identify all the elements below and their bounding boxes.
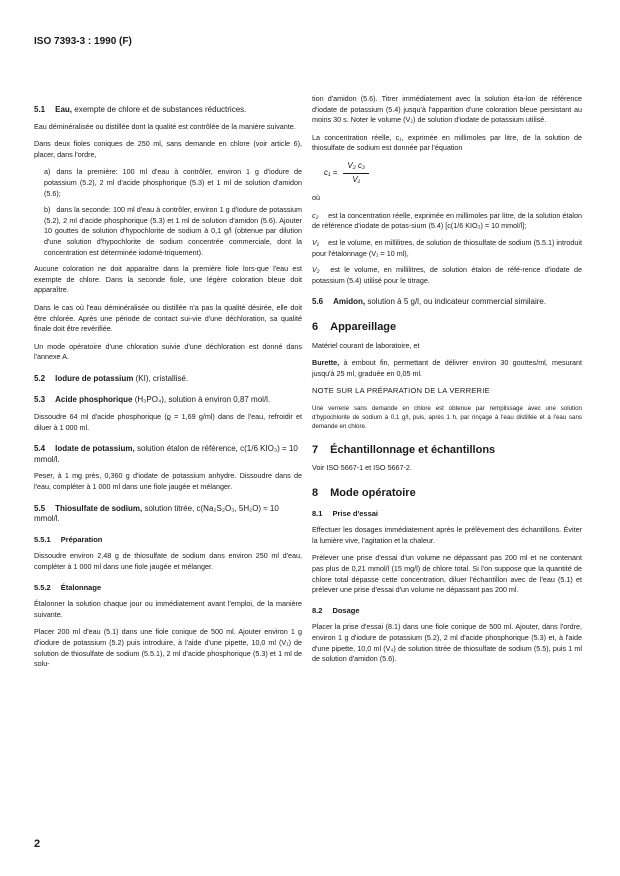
paragraph: Dans deux fioles coniques de 250 ml, sans demande en chlore (voir article 6), placer, dans l'ordre, [34, 139, 302, 159]
paragraph: Aucune coloration ne doit apparaître dans la première fiole lors-que l'eau est exempte de chlore. Dans la seconde fiole, une légère coloration bleue doit apparaître. [34, 264, 302, 295]
paragraph: La concentration réelle, c₁, exprimée en millimoles par litre, de la solution de thiosulfate de sodium est donnée par l'équation [312, 132, 582, 153]
section-7-heading: 7 Échantillonnage et échantillons [312, 443, 496, 456]
page-number: 2 [34, 838, 41, 850]
definition-item: V₁ est le volume, en millilitres, de solution de thiosulfate de sodium (5.5.1) introduit pour l'étalonnage (V₁ = 10 ml), [312, 237, 583, 258]
section-5-5-1-heading: 5.5.1 Préparation [34, 534, 103, 544]
paragraph: Étalonner la solution chaque jour ou immédiatement avant l'emploi, de la manière suivante. [34, 599, 302, 619]
paragraph: Un mode opératoire d'une chloration suivie d'une déchloration est donné dans l'annexe A. [34, 341, 302, 362]
list-item-a: a) dans la première: 100 ml d'eau à contrôler, environ 1 g d'iodure de potassium (5.2), 2 ml d'acide phosphorique (5.3) et 1 ml de solution d'amidon (5.6); [44, 167, 302, 198]
section-5-1-heading: 5.1 Eau, exempte de chlore et de substances réductrices. [34, 105, 247, 114]
paragraph: Dissoudre environ 2,48 g de thiosulfate de sodium dans environ 250 ml d'eau, compléter à 1 000 ml dans une fiole jaugée et mélanger. [34, 551, 302, 571]
section-6-heading: 6 Appareillage [312, 320, 397, 333]
section-5-3-heading: 5.3 Acide phosphorique (H₃PO₄), solution à environ 0,87 mol/l. [34, 395, 271, 405]
paragraph: Prélever une prise d'essai d'un volume ne dépassant pas 200 ml et ne contenant pas plus de 0,21 mmol/l (15 mg/l) de chlore total. Si l'on suppose que la quantité de chlore total dépasse cette concentration, diluer l'échantillon avec de l'eau (5.1) et prélever une prise d'essai d'un volume ne dépassant pas 200 ml. [312, 553, 582, 595]
paragraph: Placer 200 ml d'eau (5.1) dans une fiole conique de 500 ml. Ajouter environ 1 g d'iodure de potassium (5.2) puis introduire, à l'aide d'une pipette, 10,0 ml (V₁) de solution de thiosulfate de sodium (5.5.1), 2 ml d'acide phosphorique (5.3) et 1 ml de solu- [34, 627, 302, 669]
section-5-5-heading: 5.5 Thiosulfate de sodium, solution titrée, c(Na₂S₂O₃, 5H₂O) ≈ 10 mmol/l. [34, 503, 279, 524]
note-text: Une verrerie sans demande en chlore est obtenue par remplissage avec une solution d'hypochlorite de sodium à 0,1 g/l, puis, après 1 h, par rinçage à l'eau distillée et à l'eau sans demande en chlore. [312, 404, 582, 430]
paragraph: tion d'amidon (5.6). Titrer immédiatement avec la solution éta-lon de référence d'iodate de potassium (5.4) jusqu'à l'apparition d'une coloration bleue persistant au moins 30 s. Noter le volume (V₂) de solution d'iodate de potassium utilisé. [312, 94, 582, 125]
left-column [34, 94, 302, 677]
paragraph: Effectuer les dosages immédiatement après le prélèvement des échantillons. Éviter la lumière vive, l'agitation et la chaleur. [312, 525, 582, 545]
list-item-b: b) dans la seconde: 100 ml d'eau à contrôler, environ 1 g d'iodure de potassium (5.2), 2 ml d'acide phosphorique (5.3) et 1 ml de solution d'amidon (5.6). Ajouter 10 gouttes de solution d'hypochlorite de sodium à 0,1 g/l (obtenue par dilution d'une solution d'hypochlorite de sodium concentrée commerciale, dont la concentration est déterminée iodomé-triquement). [44, 205, 302, 257]
paragraph: Voir ISO 5667-1 et ISO 5667-2. [312, 463, 412, 473]
paragraph: où [312, 193, 320, 203]
paragraph: Placer la prise d'essai (8.1) dans une fiole conique de 500 ml. Ajouter, dans l'ordre, environ 1 g d'iodure de potassium (5.2), 2 ml d'acide phosphorique (5.3) et, à l'aide d'une pipette, 10,0 ml (V₄) de solution titrée de thiosulfate de sodium (5.5), puis 1 ml de solution d'amidon (5.6). [312, 622, 582, 664]
paragraph: Matériel courant de laboratoire, et [312, 340, 420, 350]
definition-item: V₂ est le volume, en millilitres, de solution étalon de réfé-rence d'iodate de potassium (5.4) utilisé pour le titrage. [312, 265, 582, 285]
section-5-5-2-heading: 5.5.2 Étalonnage [34, 582, 102, 592]
paragraph: Burette, à embout fin, permettant de délivrer environ 30 gouttes/ml, mesurant jusqu'à 25 ml, graduée en 0,05 ml. [312, 358, 583, 378]
section-5-4-heading: 5.4 Iodate de potassium, solution étalon de référence, c(1/6 KIO₃) = 10 mmol/l. [34, 444, 298, 464]
note-title: NOTE SUR LA PRÉPARATION DE LA VERRERIE [312, 386, 490, 396]
definition-item: c₂ est la concentration réelle, exprimée en millimoles par litre, de la solution étalon de référence d'iodate de potas-sium (5.4) [c(1/6 KIO₃) = 10 mmol/l]; [312, 210, 583, 231]
paragraph: Dans le cas où l'eau déminéralisée ou distillée n'a pas la qualité désirée, elle doit être chlorée. Après une période de contact sui-vie d'une déchloration, sa qualité finale doit être revérifiée. [34, 302, 302, 334]
section-8-heading: 8 Mode opératoire [312, 487, 416, 500]
page-header: ISO 7393-3 : 1990 (F) [34, 36, 132, 47]
section-5-2-heading: 5.2 Iodure de potassium (KI), cristallisé. [34, 373, 189, 383]
equation: c₁ = $\frac{\text{V₂ c₂}}{\text{V₁}}$ [324, 161, 582, 185]
paragraph: Dissoudre 64 ml d'acide phosphorique (ϱ = 1,69 g/ml) dans de l'eau, refroidir et diluer à 1 000 ml. [34, 412, 302, 432]
right-column [312, 94, 582, 672]
section-5-6-heading: 5.6 Amidon, solution à 5 g/l, ou indicateur commercial similaire. [312, 297, 547, 307]
section-8-2-heading: 8.2 Dosage [312, 605, 360, 615]
paragraph: Eau déminéralisée ou distillée dont la qualité est contrôlée de la manière suivante. [34, 121, 296, 131]
paragraph: Peser, à 1 mg près, 0,360 g d'iodate de potassium anhydre. Dissoudre dans de l'eau, compléter à 1 000 ml dans une fiole jaugée et mélanger. [34, 471, 302, 492]
section-8-1-heading: 8.1 Prise d'essai [312, 508, 379, 518]
